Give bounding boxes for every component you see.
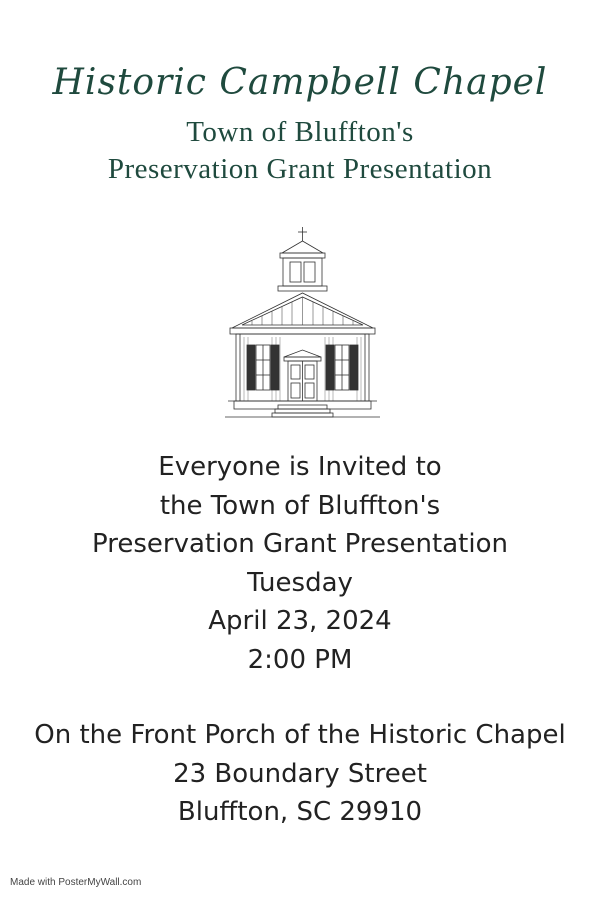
- event-date: April 23, 2024: [208, 606, 392, 636]
- invitation-line: Preservation Grant Presentation: [92, 529, 508, 559]
- poster-subtitle-line-1: Town of Bluffton's: [186, 116, 414, 148]
- location-text-block: [0, 716, 600, 832]
- event-time: 2:00 PM: [247, 644, 353, 675]
- street-address: 23 Boundary Street: [173, 758, 427, 789]
- chapel-illustration: [220, 225, 385, 425]
- event-day: Tuesday: [247, 567, 353, 598]
- city-state-zip: Bluffton, SC 29910: [177, 797, 423, 827]
- poster-script-title: Historic Campbell Chapel: [52, 62, 548, 103]
- invitation-text-block: [0, 448, 600, 679]
- invitation-line: Everyone is Invited to: [158, 452, 442, 482]
- location-line: On the Front Porch of the Historic Chapel: [34, 720, 566, 750]
- invitation-line: the Town of Bluffton's: [159, 490, 441, 521]
- poster-subtitle-line-2: Preservation Grant Presentation: [107, 153, 493, 185]
- postermywall-credit: Made with PosterMyWall.com: [10, 877, 142, 888]
